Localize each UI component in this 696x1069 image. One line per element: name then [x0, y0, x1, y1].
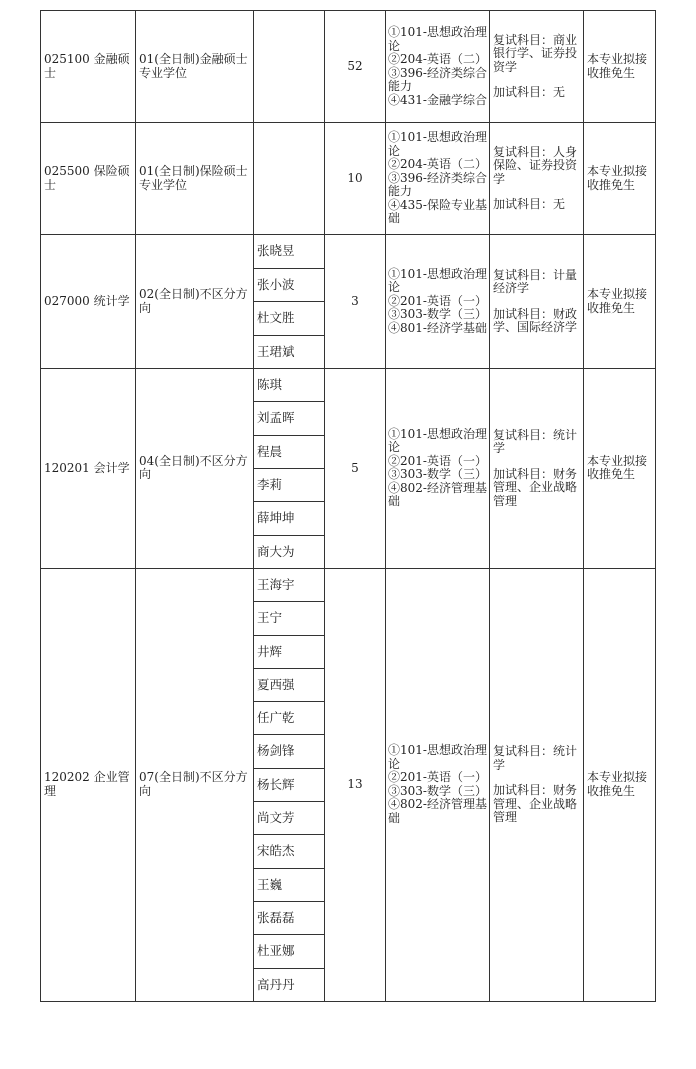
retest-cell: [490, 235, 584, 369]
exam-subject: ④802-经济管理基础: [388, 797, 487, 825]
retest-subjects: 复试科目：统计学: [493, 427, 578, 456]
direction-cell: 01(全日制)金融硕士专业学位: [136, 11, 254, 123]
exam-subject: ②201-英语（一）: [388, 453, 487, 468]
table-row: [41, 235, 656, 369]
exam-subjects-cell: [386, 11, 490, 123]
retest-subjects: 复试科目：人身保险、证券投资学: [493, 144, 578, 186]
exam-subject: ①101-思想政治理论: [388, 426, 487, 455]
major-cell: 027000 统计学: [41, 235, 136, 369]
tutor-name: 杨剑锋: [254, 735, 324, 768]
tutor-name: 高丹丹: [257, 976, 295, 992]
tutor-cell: [254, 235, 325, 369]
table-row: [41, 369, 656, 569]
exam-subjects-cell: [386, 235, 490, 369]
exam-subject: ③396-经济类综合能力: [388, 170, 487, 199]
note-cell: 本专业拟接收推免生: [584, 568, 656, 1001]
tutor-name: 王海宇: [254, 569, 324, 602]
exam-subject: ②204-英语（二）: [388, 157, 487, 172]
exam-subjects-cell: [386, 568, 490, 1001]
retest-subjects: 复试科目：商业银行学、证券投资学: [493, 32, 578, 74]
retest-cell: [490, 568, 584, 1001]
tutor-name: 杜文胜: [254, 302, 324, 336]
direction-cell: 04(全日制)不区分方向: [136, 369, 254, 569]
tutor-cell: [254, 369, 325, 569]
tutor-name: 尚文芳: [254, 802, 324, 835]
exam-subject: ④802-经济管理基础: [388, 480, 487, 509]
exam-subject: ②201-英语（一）: [388, 293, 487, 308]
quota-cell: 3: [325, 235, 386, 369]
exam-subject: ③396-经济类综合能力: [388, 65, 487, 93]
admissions-table: [40, 10, 656, 1002]
tutor-cell: [254, 568, 325, 1001]
tutor-name: 刘孟晖: [254, 402, 324, 435]
tutor-cell: [254, 123, 325, 235]
note-cell: 本专业拟接收推免生: [584, 123, 656, 235]
direction-cell: 01(全日制)保险硕士专业学位: [136, 123, 254, 235]
exam-subjects-cell: [386, 123, 490, 235]
exam-subject: ①101-思想政治理论: [388, 743, 487, 771]
tutor-name: 任广乾: [254, 702, 324, 735]
retest-cell: [490, 123, 584, 235]
major-cell: 120201 会计学: [41, 369, 136, 569]
table-row: [41, 123, 656, 235]
table-row: [41, 568, 656, 1001]
retest-subjects: 复试科目：计量经济学: [493, 267, 578, 295]
retest-cell: [490, 369, 584, 569]
tutor-name: 王宁: [254, 602, 324, 635]
exam-subject: ④435-保险专业基础: [388, 197, 487, 226]
direction-cell: 02(全日制)不区分方向: [136, 235, 254, 369]
tutor-name: 杨长辉: [254, 769, 324, 802]
exam-subjects-cell: [386, 369, 490, 569]
extra-subjects: 加试科目：财务管理、企业战略管理: [493, 783, 578, 825]
tutor-cell: [254, 11, 325, 123]
exam-subject: ②204-英语（二）: [388, 52, 487, 66]
exam-subject: ②201-英语（一）: [388, 770, 487, 785]
quota-cell: 5: [325, 369, 386, 569]
tutor-name: 陈琪: [254, 369, 324, 402]
extra-subjects: 加试科目：无: [493, 197, 566, 211]
direction-cell: 07(全日制)不区分方向: [136, 568, 254, 1001]
exam-subject: ③303-数学（三）: [388, 307, 487, 322]
major-cell: 025500 保险硕士: [41, 123, 136, 235]
extra-subjects: 加试科目：财政学、国际经济学: [493, 306, 578, 334]
note-cell: 本专业拟接收推免生: [584, 369, 656, 569]
tutor-name: 张小波: [254, 269, 324, 303]
exam-subject: ①101-思想政治理论: [388, 266, 487, 295]
tutor-name: 杜亚娜: [254, 935, 324, 968]
retest-subjects: 复试科目：统计学: [493, 744, 578, 772]
quota-cell: 52: [325, 11, 386, 123]
tutor-name: 程晨: [254, 436, 324, 469]
tutor-name: 夏西强: [254, 669, 324, 702]
extra-subjects: 加试科目：财务管理、企业战略管理: [493, 466, 578, 508]
extra-subjects: 加试科目：无: [493, 85, 566, 99]
retest-cell: [490, 11, 584, 123]
exam-subject: ①101-思想政治理论: [388, 25, 487, 53]
major-cell: 120202 企业管理: [41, 568, 136, 1001]
note-cell: 本专业拟接收推免生: [584, 235, 656, 369]
quota-cell: 10: [325, 123, 386, 235]
tutor-name: 王珺斌: [257, 343, 295, 359]
exam-subject: ①101-思想政治理论: [388, 130, 487, 158]
exam-subject: ③303-数学（三）: [388, 783, 487, 798]
quota-cell: 13: [325, 568, 386, 1001]
tutor-name: 张晓昱: [254, 235, 324, 269]
tutor-name: 宋皓杰: [254, 835, 324, 868]
tutor-name: 李莉: [254, 469, 324, 502]
tutor-name: 薛坤坤: [254, 502, 324, 535]
tutor-name: 井辉: [254, 636, 324, 669]
tutor-name: 王巍: [254, 869, 324, 902]
exam-subject: ④431-金融学综合: [388, 92, 487, 107]
major-cell: 025100 金融硕士: [41, 11, 136, 123]
exam-subject: ③303-数学（三）: [388, 467, 487, 482]
note-cell: 本专业拟接收推免生: [584, 11, 656, 123]
tutor-name: 张磊磊: [254, 902, 324, 935]
exam-subject: ④801-经济学基础: [388, 320, 487, 335]
tutor-name: 商大为: [257, 543, 295, 559]
table-row: [41, 11, 656, 123]
